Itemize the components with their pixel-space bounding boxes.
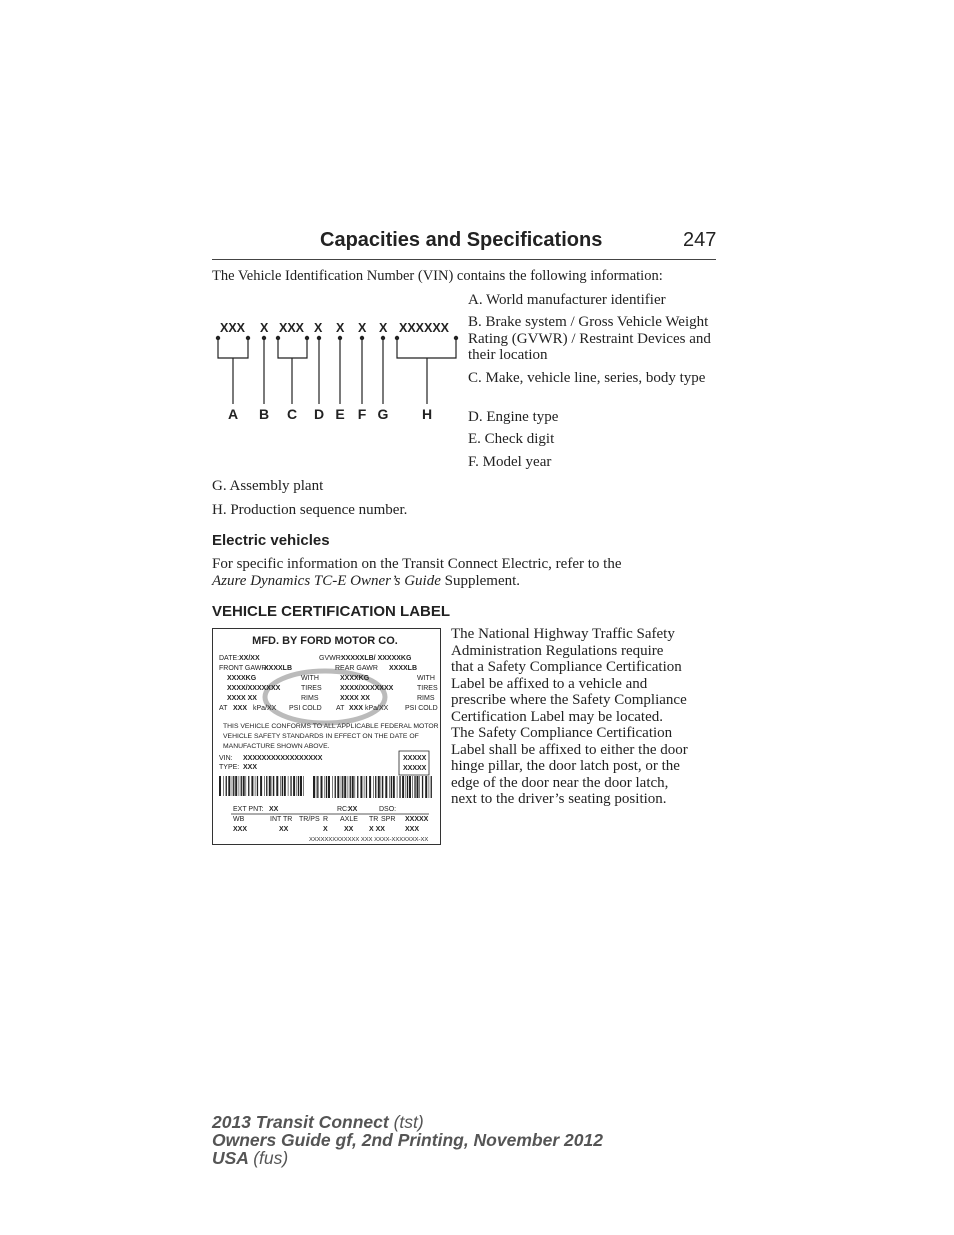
footer (212, 1113, 603, 1167)
electric-heading: Electric vehicles (212, 532, 330, 549)
barcode-bar (272, 776, 273, 796)
label-text: XXXXLB (389, 665, 418, 672)
barcode-bar (228, 776, 230, 796)
vin-item: A. World manufacturer identifier (468, 292, 666, 308)
barcode-bar (409, 776, 411, 798)
vin-group: XXXXXX (399, 321, 450, 335)
label-text: XXX (405, 826, 420, 833)
barcode-bar (313, 776, 315, 798)
label-text: WITH (301, 675, 319, 682)
barcode-bar (357, 776, 358, 798)
vin-item: B. Brake system / Gross Vehicle Weight Rating (GVWR) / Restraint Devices and their location (468, 314, 711, 363)
barcode-bar (373, 776, 374, 798)
vin-group: XXX (220, 321, 246, 335)
barcode-bar (298, 776, 299, 796)
barcode-bar (406, 776, 407, 798)
label-text: INT TR (270, 816, 293, 823)
barcode-bar (273, 776, 274, 796)
barcode-bar (348, 776, 349, 798)
certification-line: that a Safety Compliance Certification (451, 659, 682, 675)
vin-group: X (358, 321, 367, 335)
barcode-bar (369, 776, 371, 798)
vin-item: G. Assembly plant (212, 478, 324, 494)
vin-letter: F (357, 406, 367, 422)
barcode-bar (350, 776, 351, 798)
barcode-bar (399, 776, 400, 798)
certification-text (451, 626, 717, 808)
guide-title: Azure Dynamics TC-E Owner’s Guide (212, 572, 441, 589)
label-text: THIS VEHICLE CONFORMS TO ALL APPLICABLE FEDERAL MOTOR (223, 723, 439, 730)
label-text: XX (348, 806, 358, 813)
barcode-bar (239, 776, 240, 796)
barcode-bar (276, 776, 278, 796)
label-text: XXXX XX (340, 695, 370, 702)
label-text: RIMS (417, 695, 435, 702)
barcode-bar (243, 776, 245, 796)
vin-group: X (314, 321, 323, 335)
barcode-bar (335, 776, 336, 798)
barcode-bar (360, 776, 362, 798)
barcode-bar (316, 776, 317, 798)
label-text: TR/PS (299, 816, 320, 823)
vin-letter: H (421, 406, 433, 422)
barcode (313, 776, 432, 798)
vin-letter: C (286, 406, 298, 422)
label-text: TIRES (301, 685, 322, 692)
label-text: FRONT GAWR: (219, 665, 269, 672)
barcode-bar (264, 776, 265, 796)
label-text: AT (219, 705, 228, 712)
barcode-bar (303, 776, 304, 796)
barcode-bar (257, 776, 258, 796)
barcode-bar (397, 776, 398, 798)
label-text: XXXXXXXXXXXXX XXX XXXX-XXXXXXX-XX (309, 837, 429, 843)
barcode-bar (391, 776, 392, 798)
barcode-bar (269, 776, 271, 796)
footer-edition: Owners Guide gf, 2nd Printing, November 2012 (212, 1130, 603, 1150)
label-text: WITH (417, 675, 435, 682)
barcode-bar (378, 776, 380, 798)
certification-label (212, 628, 441, 845)
label-drawing (213, 629, 439, 843)
label-text: XX (279, 826, 289, 833)
barcode-bar (407, 776, 408, 798)
barcode-bar (233, 776, 234, 796)
label-text: RIMS (301, 695, 319, 702)
vin-item: F. Model year (468, 454, 552, 470)
electric-text (212, 556, 712, 589)
barcode-bar (431, 776, 432, 798)
vin-group: X (379, 321, 388, 335)
certification-line: Label shall be affixed to either the door (451, 741, 688, 758)
barcode-bar (317, 776, 318, 798)
vin-letter: A (227, 406, 239, 422)
label-text: XX (344, 826, 354, 833)
barcode-bar (223, 776, 224, 796)
header-rule (212, 259, 716, 260)
barcode-bar (290, 776, 291, 796)
label-text: VIN: (219, 755, 233, 762)
label-text: kPa/XX (253, 705, 277, 712)
certification-line: Administration Regulations require (451, 642, 664, 659)
barcode-bar (402, 776, 404, 798)
vin-letter: E (335, 406, 345, 422)
label-text: SPR (381, 816, 396, 823)
barcode-bar (248, 776, 249, 796)
label-text: XX/XX (239, 655, 260, 662)
label-text: XXXXKG (340, 675, 370, 682)
certification-line: edge of the door near the door latch, (451, 774, 669, 791)
barcode-bar (341, 776, 342, 798)
label-text: XXXXLB (264, 665, 293, 672)
label-text: WB (233, 816, 245, 823)
certification-line: Certification Label may be located. (451, 708, 663, 725)
barcode-bar (266, 776, 267, 796)
vin-letter: D (313, 406, 325, 422)
vin-intro: The Vehicle Identification Number (VIN) contains the following information: (212, 268, 663, 284)
barcode-bar (352, 776, 354, 798)
label-text: XX (269, 806, 279, 813)
label-text: XXX (233, 826, 248, 833)
barcode-bar (328, 776, 330, 798)
page-number: 247 (683, 229, 717, 251)
label-text: REAR GAWR (335, 665, 378, 672)
barcode-bar (235, 776, 237, 796)
label-text: XXXXX (403, 755, 427, 762)
barcode-bar (412, 776, 413, 798)
label-text: XXXX/XXXXXXX (227, 685, 281, 692)
vin-item: E. Check digit (468, 431, 555, 447)
footer-market: USA (212, 1148, 249, 1168)
barcode-bar (425, 776, 427, 798)
label-title: MFD. BY FORD MOTOR CO. (252, 635, 398, 647)
label-text: XXXXXXXXXXXXXXXXX (243, 755, 323, 762)
page-title: Capacities and Specifications (320, 229, 603, 251)
barcode-bar (251, 776, 253, 796)
vin-item: H. Production sequence number. (212, 502, 408, 518)
barcode-bar (219, 776, 221, 796)
label-text: TR (369, 816, 379, 823)
barcode-bar (293, 776, 295, 796)
label-text: AXLE (340, 816, 358, 823)
barcode-bar (355, 776, 356, 798)
label-text: XXXXX (405, 816, 429, 823)
barcode-bar (344, 776, 346, 798)
barcode-bar (226, 776, 227, 796)
barcode-bar (422, 776, 423, 798)
label-text: XXXX XX (227, 695, 257, 702)
label-text: R (323, 816, 329, 823)
label-text: XXXXX (403, 765, 427, 772)
barcode-bar (342, 776, 343, 798)
label-text: kPa/XX (365, 705, 389, 712)
barcode-bar (297, 776, 298, 796)
footer-model: 2013 Transit Connect (212, 1112, 389, 1132)
label-text: XXXX/XXXXXXX (340, 685, 394, 692)
label-text: XXXXKG (227, 675, 257, 682)
vin-group: X (336, 321, 345, 335)
label-text: XXX (349, 705, 364, 712)
vin-item: D. Engine type (468, 409, 559, 425)
label-text: AT (336, 705, 345, 712)
barcode-bar (321, 776, 323, 798)
barcode-bar (385, 776, 387, 798)
barcode-bar (255, 776, 256, 796)
label-text: VEHICLE SAFETY STANDARDS IN EFFECT ON THE DATE OF (223, 733, 419, 740)
label-text: X XX (369, 826, 385, 833)
vin-letter: G (377, 406, 389, 422)
barcode-bar (246, 776, 247, 796)
certification-line: prescribe where the Safety Compliance (451, 692, 687, 708)
label-text: XXX (233, 705, 248, 712)
certification-line: Label be affixed to a vehicle and (451, 675, 648, 692)
label-text: GVWR: (319, 655, 343, 662)
barcode-bar (414, 776, 415, 798)
electric-text-part: For specific information on the Transit Connect Electric, refer to the (212, 556, 622, 572)
barcode-bar (326, 776, 327, 798)
label-text: TYPE: (219, 764, 240, 771)
barcode-bar (417, 776, 419, 798)
barcode-bar (232, 776, 233, 796)
certification-line: hinge pillar, the door latch post, or the (451, 758, 680, 774)
label-text: TIRES (417, 685, 438, 692)
vin-item: C. Make, vehicle line, series, body type (468, 370, 706, 386)
barcode (219, 776, 304, 796)
barcode-bar (337, 776, 339, 798)
electric-text-part: Supplement. (444, 572, 521, 589)
barcode-bar (260, 776, 262, 796)
barcode-bar (300, 776, 302, 796)
vin-letter: B (258, 406, 270, 422)
barcode-bar (282, 776, 283, 796)
barcode-bar (429, 776, 430, 798)
label-text: EXT PNT: (233, 806, 264, 813)
barcode-bar (389, 776, 390, 798)
label-text: PSI COLD (405, 705, 438, 712)
label-text: XXXXXLB/ XXXXXKG (341, 655, 412, 662)
barcode-bar (284, 776, 286, 796)
barcode-bar (280, 776, 281, 796)
footer-code: (fus) (253, 1148, 289, 1168)
vin-group: X (260, 321, 269, 335)
barcode-bar (364, 776, 365, 798)
certification-line: next to the driver’s seating position. (451, 791, 667, 807)
barcode-bar (325, 776, 326, 798)
barcode-bar (382, 776, 383, 798)
footer-code: (tst) (393, 1112, 424, 1132)
barcode-bar (381, 776, 382, 798)
barcode-bar (393, 776, 395, 798)
label-text: DATE: (219, 655, 240, 662)
barcode-bar (375, 776, 376, 798)
vin-diagram (212, 316, 462, 426)
label-text: XXX (243, 764, 258, 771)
label-text: MANUFACTURE SHOWN ABOVE. (223, 743, 330, 750)
barcode-bar (332, 776, 333, 798)
label-text: X (323, 826, 328, 833)
barcode-bar (241, 776, 242, 796)
label-text: RC: (337, 806, 350, 813)
label-text: DSO: (379, 806, 397, 813)
vin-group: XXX (279, 321, 305, 335)
certification-heading: VEHICLE CERTIFICATION LABEL (212, 603, 451, 620)
barcode-bar (288, 776, 289, 796)
barcode-bar (366, 776, 367, 798)
certification-line: The National Highway Traffic Safety (451, 626, 675, 642)
label-text: PSI COLD (289, 705, 322, 712)
certification-line: The Safety Compliance Certification (451, 725, 673, 741)
barcode-bar (419, 776, 420, 798)
